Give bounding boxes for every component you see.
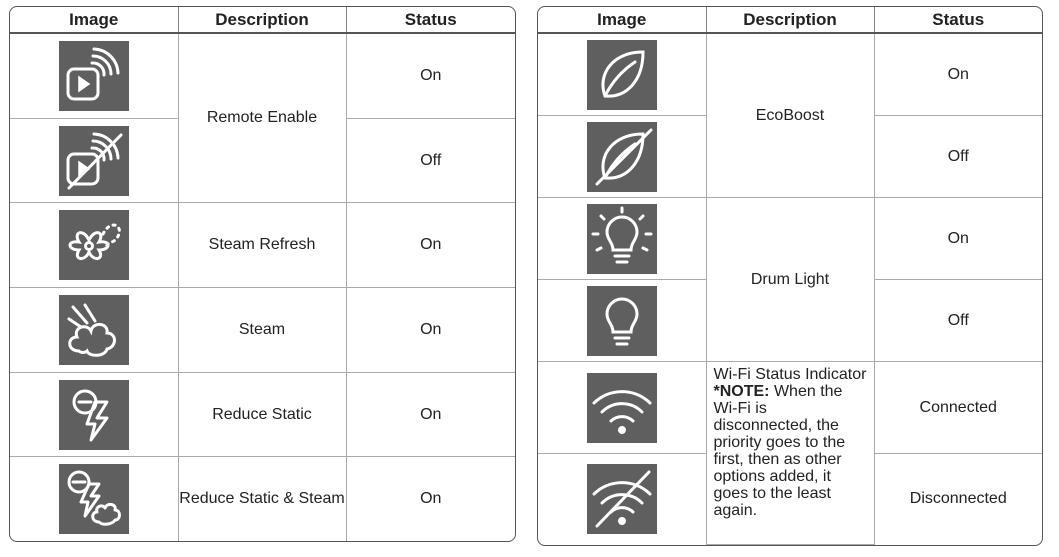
status-table-left — [9, 6, 516, 542]
column-header-status: Status — [346, 7, 515, 33]
remote-enable-on-icon — [59, 41, 129, 111]
status-cell: On — [420, 490, 442, 508]
wifi-disconnected-icon — [587, 464, 657, 534]
drum-light-on-icon — [587, 204, 657, 274]
column-header-description: Description — [706, 7, 874, 33]
description-cell: Steam Refresh — [178, 203, 346, 288]
wifi-connected-icon — [587, 373, 657, 443]
wifi-description: Wi-Fi Status Indicator — [713, 366, 867, 384]
description-cell: Drum Light — [706, 198, 874, 362]
description-cell: Reduce Static & Steam — [178, 457, 346, 541]
table-row — [10, 33, 515, 118]
steam-refresh-icon — [59, 210, 129, 280]
status-cell: Off — [346, 118, 515, 203]
description-cell: Steam — [178, 288, 346, 373]
table-row — [10, 288, 515, 373]
status-cell: On — [346, 288, 515, 373]
table-row — [538, 33, 1042, 116]
column-header-description: Description — [178, 7, 346, 33]
note-text: When the Wi-Fi is disconnected, the priority goes to the first, then as other options added, it goes to the least again. — [713, 383, 846, 520]
table-row — [10, 457, 515, 541]
column-header-image: Image — [538, 7, 706, 33]
column-header-image: Image — [10, 7, 178, 33]
description-cell: EcoBoost — [706, 33, 874, 198]
table-row — [538, 198, 1042, 280]
status-cell: Connected — [874, 362, 1042, 454]
table-row — [10, 203, 515, 288]
status-cell: On — [346, 33, 515, 118]
reduce-static-icon — [59, 380, 129, 450]
steam-icon — [59, 295, 129, 365]
table-header-row — [538, 7, 1042, 33]
ecoboost-off-icon — [587, 122, 657, 192]
status-cell: On — [346, 372, 515, 457]
table-row — [10, 372, 515, 457]
description-cell: Reduce Static — [178, 372, 346, 457]
status-cell: On — [346, 203, 515, 288]
status-table-right — [537, 6, 1043, 546]
table-row — [538, 362, 1042, 454]
note-label: *NOTE: — [713, 383, 770, 401]
ecoboost-on-icon — [587, 40, 657, 110]
remote-enable-off-icon — [59, 126, 129, 196]
status-cell: On — [874, 198, 1042, 280]
reduce-static-steam-icon — [59, 464, 129, 534]
wifi-note-cell — [706, 362, 874, 545]
status-cell: Off — [874, 280, 1042, 362]
drum-light-off-icon — [587, 286, 657, 356]
column-header-status: Status — [874, 7, 1042, 33]
status-cell: Disconnected — [909, 490, 1007, 508]
description-cell: Remote Enable — [178, 33, 346, 203]
table-header-row — [10, 7, 515, 33]
status-cell: On — [874, 33, 1042, 116]
status-cell: Off — [874, 116, 1042, 198]
